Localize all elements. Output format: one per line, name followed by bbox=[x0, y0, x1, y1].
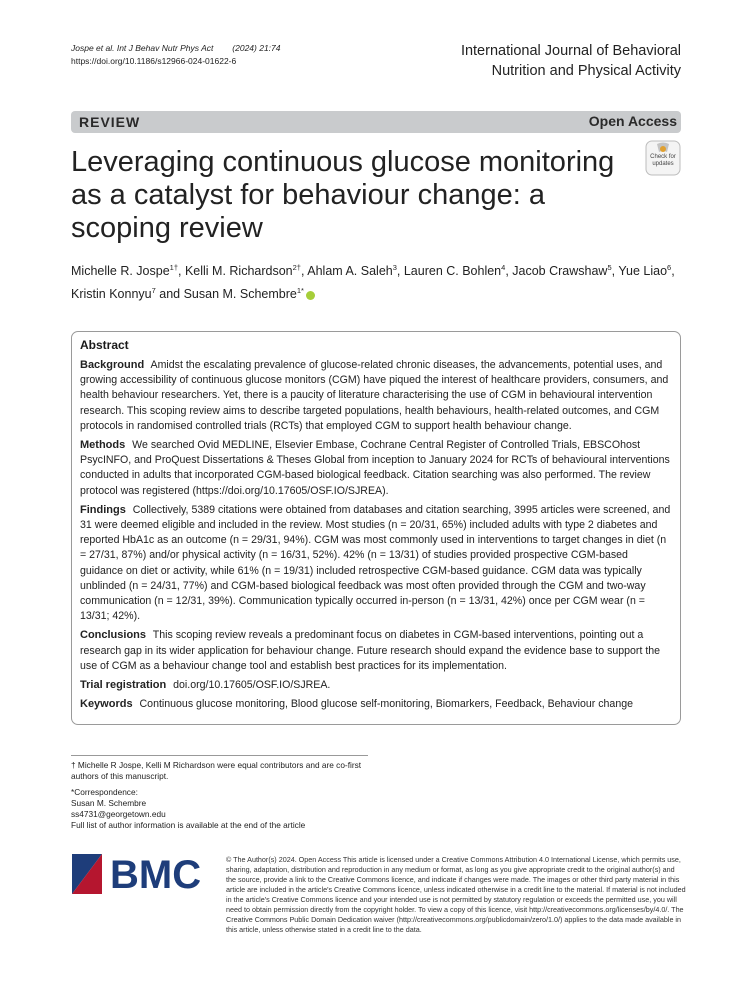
correspondence-label: *Correspondence: bbox=[71, 787, 138, 797]
abstract-section-text: Amidst the escalating prevalence of glucose-related chronic diseases, the advancements, potential uses, and growing accessibility of continuous glucose monitors (CGM) have piqued the interest of healthcare providers, consumers, and health behaviour researchers. Yet, there is a paucity of literature characterising the use of CGM in behavioural intervention research. This scoping review aims to describe targeted populations, health behaviours, health-related outcomes, and CGM protocols in randomised controlled trials (RCTs) that employed CGM to support health behaviour change. bbox=[80, 359, 669, 432]
author-name: Kelli M. Richardson bbox=[184, 264, 293, 279]
abstract-section-text: This scoping review reveals a predominant focus on diabetes in CGM-based interventions, pointing out a research gap in its wider application for behaviour change. Future research should expand the evidence base to support the use of CGM as a behaviour change tool and establish best practices for its implementation. bbox=[80, 629, 661, 672]
correspondence-name: Susan M. Schembre bbox=[71, 798, 147, 808]
doi-link[interactable]: https://doi.org/10.1186/s12966-024-01622-6 bbox=[71, 56, 237, 66]
abstract-section-text: doi.org/10.17605/OSF.IO/SJREA. bbox=[170, 679, 331, 692]
author-affiliation-marker: 6 bbox=[667, 263, 672, 272]
abstract-section bbox=[80, 628, 672, 674]
abstract-section-label: Background bbox=[80, 359, 145, 371]
journal-name-line1: International Journal of Behavioral bbox=[460, 43, 681, 59]
abstract-sections bbox=[80, 358, 672, 712]
article-type-banner bbox=[71, 111, 681, 133]
abstract-section bbox=[80, 438, 672, 499]
author-affiliation-marker: 4 bbox=[501, 263, 506, 272]
author-name: Jacob Crawshaw bbox=[512, 264, 608, 279]
bmc-logo bbox=[72, 854, 208, 894]
citation-authors: Jospe et al. Int J Behav Nutr Phys Act bbox=[71, 43, 214, 53]
abstract-box bbox=[71, 331, 681, 725]
author-affiliation-marker: 1† bbox=[169, 263, 178, 272]
author-affiliation-marker: 1* bbox=[296, 286, 304, 296]
abstract-section-text: Continuous glucose monitoring, Blood glucose self-monitoring, Biomarkers, Feedback, Behaviour change bbox=[136, 698, 633, 711]
equal-contribution-footnote: † Michelle R Jospe, Kelli M Richardson were equal contributors and are co-first authors of this manuscript. bbox=[71, 760, 362, 781]
bmc-logo-icon bbox=[72, 854, 208, 894]
author-name: Yue Liao bbox=[618, 264, 668, 279]
bmc-logo-text: BMC bbox=[110, 854, 202, 894]
correspondence-email[interactable]: ss4731@georgetown.edu bbox=[71, 809, 166, 819]
abstract-section bbox=[80, 697, 672, 712]
correspondence-block bbox=[71, 787, 371, 831]
check-for-updates-label: Check for updates bbox=[650, 154, 676, 167]
abstract-section-label: Findings bbox=[80, 503, 126, 516]
author-affiliation-marker: 2† bbox=[292, 263, 301, 272]
abstract-heading: Abstract bbox=[80, 338, 129, 352]
author-list: Michelle R. Jospe$^{1\dagger}$, Kelli M. Richardson$^{2\dagger}$, Ahlam A. Saleh$^3$, Lauren C. Bohlen$^4$, Jacob Crawshaw$^5$, Yue Liao$^6$, Kristin Konnyu$^7$ and Susan M. Schembre$^{1*}$ bbox=[71, 263, 675, 302]
author-name: Lauren C. Bohlen bbox=[403, 264, 502, 279]
open-access-label: Open Access bbox=[588, 113, 677, 129]
journal-name-line2: Nutrition and Physical Activity bbox=[491, 63, 681, 79]
author-name: Ahlam A. Saleh bbox=[307, 264, 393, 279]
abstract-section-text: Collectively, 5389 citations were obtained from databases and citation searching, 3995 articles were screened, and 31 were deemed eligible and included in the review. Most studies (n = 20/31, 65%) included adults with type 2 diabetes and reported HbA1c as an outcome (n = 29/31, 94%). CGM was most commonly used in interventions to target changes in diet (n = 27/31, 87%) and/or physical activity (n = 16/31, 52%). 42% (n = 13/31) of studies provided prospective CGM-based guidance on diet or activity, while 61% (n = 19/31) included retrospective CGM-based guidance. CGM data was typically unblinded (n = 24/31, 77%) and CGM-based biological feedback was most often provided through the CGM and two-way communication (n = 12/31, 39%). Communication typically occurred in-person (n = 13/31, 42%) once per CGM wear (n = 13/31; 42%). bbox=[80, 503, 671, 623]
author-info-note: Full list of author information is available at the end of the article bbox=[71, 820, 306, 830]
abstract-section-label: Conclusions bbox=[80, 629, 147, 642]
orcid-icon[interactable] bbox=[306, 291, 315, 300]
abstract-section bbox=[80, 678, 672, 693]
abstract-section-text: We searched Ovid MEDLINE, Elsevier Embase, Cochrane Central Register of Controlled Trials, EBSCOhost PsycINFO, and ProQuest Dissertations & Theses Global from inception to January 2024 for RCTs of behavioural interventions conducted in adults that incorporated CGM-based biological feedback. Citation searching was also performed. The review protocol was registered (https://doi.org/10.17605/OSF.IO/SJREA). bbox=[80, 439, 670, 497]
author-name: Susan M. Schembre bbox=[183, 287, 297, 302]
journal-name bbox=[461, 41, 681, 81]
author-name: Kristin Konnyu bbox=[71, 287, 152, 302]
author-affiliation-marker: 7 bbox=[151, 286, 156, 296]
footnote-divider bbox=[71, 755, 368, 756]
license-statement: © The Author(s) 2024. Open Access This article is licensed under a Creative Commons Attribution 4.0 International License, which permits use, sharing, adaptation, distribution and reproduction in any medium or format, as long as you give appropriate credit to the original author(s) and the source, provide a link to the Creative Commons licence, and indicate if changes were made. The images or other third party material in this article are included in the article's Creative Commons licence, unless indicated otherwise in a credit line to the material. If material is not included in the article's Creative Commons licence and your intended use is not permitted by statutory regulation or exceeds the permitted use, you will need to obtain permission directly from the copyright holder. To view a copy of this licence, visit http://creativecommons.org/licenses/by/4.0/. The Creative Commons Public Domain Dedication waiver (http://creativecommons.org/publicdomain/zero/1.0/) applies to the data made available in this article, unless otherwise stated in a credit line to the data. bbox=[226, 855, 686, 934]
author-affiliation-marker: 5 bbox=[607, 263, 612, 272]
article-type: REVIEW bbox=[79, 114, 141, 130]
abstract-section-label: Trial registration bbox=[80, 679, 167, 692]
author-affiliation-marker: 3 bbox=[392, 263, 397, 272]
abstract-section-label: Keywords bbox=[80, 698, 133, 711]
abstract-section-label: Methods bbox=[80, 439, 126, 452]
article-title: Leveraging continuous glucose monitoring as a catalyst for behaviour change: a scoping review bbox=[71, 146, 615, 244]
citation-year: (2024) 21:74 bbox=[232, 43, 281, 53]
running-header bbox=[71, 42, 280, 68]
author-name: Michelle R. Jospe bbox=[71, 264, 170, 279]
check-for-updates-badge[interactable] bbox=[645, 140, 681, 176]
abstract-section bbox=[80, 503, 672, 625]
abstract-section bbox=[80, 358, 672, 434]
